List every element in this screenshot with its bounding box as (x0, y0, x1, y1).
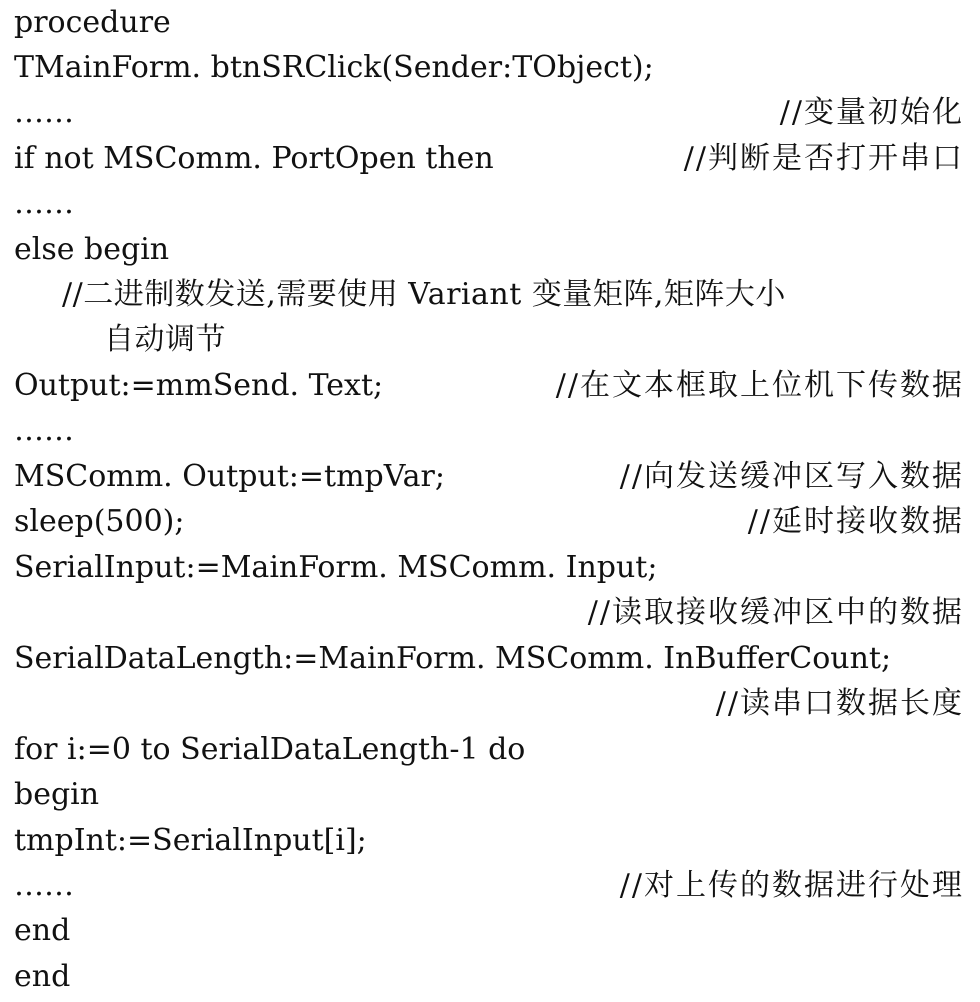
ellipsis: …… (14, 413, 74, 448)
code-text: tmpInt:=SerialInput[i]; (14, 823, 367, 858)
code-line-serial-input (14, 545, 964, 591)
code-comment: 自动调节 (104, 322, 226, 357)
code-text: if not MSComm. PortOpen then (14, 141, 494, 176)
code-line-end (14, 954, 964, 1000)
code-line-output-assign (14, 363, 964, 409)
ellipsis: …… (14, 868, 74, 903)
code-line-for-loop (14, 727, 964, 773)
code-line-end (14, 908, 964, 954)
code-comment: //判断是否打开串口 (683, 141, 964, 176)
code-text: Output:=mmSend. Text; (14, 368, 384, 403)
code-text: else begin (14, 232, 170, 267)
code-line-data-length-comment (14, 681, 964, 727)
code-comment: //变量初始化 (779, 95, 964, 130)
code-comment: //读串口数据长度 (715, 686, 964, 721)
code-text: procedure (14, 5, 171, 40)
code-line-binary-comment-cont (104, 317, 964, 363)
code-line-sleep (14, 499, 964, 545)
code-comment: //延时接收数据 (747, 504, 964, 539)
code-line-procedure (14, 0, 964, 46)
code-text: TMainForm. btnSRClick(Sender:TObject); (14, 50, 654, 85)
code-text: end (14, 959, 71, 994)
code-line-ellipsis (14, 408, 964, 454)
code-line-init (14, 90, 964, 136)
code-line-process (14, 863, 964, 909)
code-text: begin (14, 777, 100, 812)
code-text: MSComm. Output:=tmpVar; (14, 459, 446, 494)
code-line-proc-signature (14, 45, 964, 91)
code-comment: //二进制数发送,需要使用 Variant 变量矩阵,矩阵大小 (62, 277, 786, 312)
code-text: SerialDataLength:=MainForm. MSComm. InBufferCount; (14, 641, 892, 676)
code-text: end (14, 913, 71, 948)
code-text: sleep(500); (14, 504, 185, 539)
code-comment: //读取接收缓冲区中的数据 (587, 595, 964, 630)
code-text: SerialInput:=MainForm. MSComm. Input; (14, 550, 658, 585)
code-line-binary-comment (62, 272, 964, 318)
code-comment: //在文本框取上位机下传数据 (555, 368, 964, 403)
code-line-ellipsis (14, 181, 964, 227)
code-line-port-check (14, 136, 964, 182)
ellipsis: …… (14, 186, 74, 221)
code-line-mscomm-output (14, 454, 964, 500)
code-line-else-begin (14, 227, 964, 273)
code-comment: //对上传的数据进行处理 (619, 868, 964, 903)
code-line-serial-input-comment (14, 590, 964, 636)
code-text: for i:=0 to SerialDataLength-1 do (14, 732, 526, 767)
ellipsis: …… (14, 95, 74, 130)
code-comment: //向发送缓冲区写入数据 (619, 459, 964, 494)
code-line-tmpint (14, 818, 964, 864)
code-line-data-length (14, 636, 964, 682)
code-line-begin (14, 772, 964, 818)
